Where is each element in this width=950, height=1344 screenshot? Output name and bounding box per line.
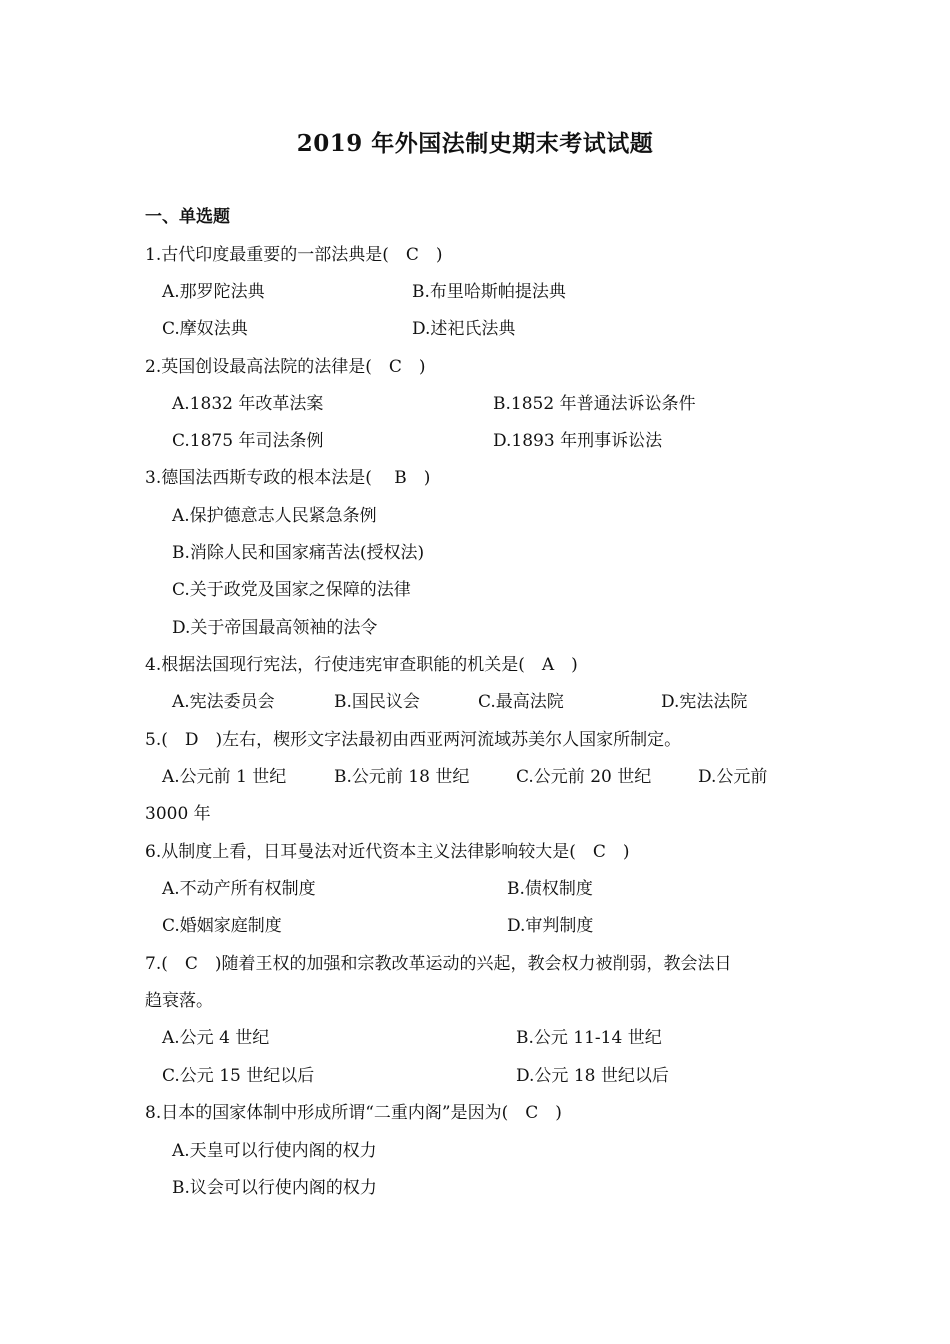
question-stem: 7.( C )随着王权的加强和宗教改革运动的兴起，教会权力被削弱，教会法日 <box>145 954 732 974</box>
option-d: D.公元前 <box>698 767 768 787</box>
option-c: C.公元 15 世纪以后 <box>162 1066 315 1086</box>
option-b: B.议会可以行使内阁的权力 <box>172 1178 377 1198</box>
option-d: D.1893 年刑事诉讼法 <box>493 431 663 451</box>
option-d: D.公元 18 世纪以后 <box>516 1066 669 1086</box>
section-heading: 一、单选题 <box>145 207 230 227</box>
page-title: 2019 年外国法制史期末考试试题 <box>296 130 654 157</box>
question-stem: 5.( D )左右，楔形文字法最初由西亚两河流域苏美尔人国家所制定。 <box>145 730 682 750</box>
question-stem: 4.根据法国现行宪法，行使违宪审查职能的机关是( A ) <box>145 655 578 675</box>
option-b: B.消除人民和国家痛苦法(授权法) <box>172 543 425 563</box>
question-stem: 8.日本的国家体制中形成所谓“二重内阁”是因为( C ) <box>145 1103 562 1123</box>
option-b: B.1852 年普通法诉讼条件 <box>493 394 696 414</box>
option-a: A.那罗陀法典 <box>162 282 265 302</box>
option-c: C.关于政党及国家之保障的法律 <box>172 580 411 600</box>
option-a: A.天皇可以行使内阁的权力 <box>172 1141 377 1161</box>
option-a: A.公元前 1 世纪 <box>162 767 287 787</box>
option-b: B.债权制度 <box>507 879 593 899</box>
question-stem: 2.英国创设最高法院的法律是( C ) <box>145 357 426 377</box>
option-a: A.宪法委员会 <box>172 692 275 712</box>
option-a: A.不动产所有权制度 <box>162 879 316 899</box>
question-stem: 1.古代印度最重要的一部法典是( C ) <box>145 245 443 265</box>
option-a: A.1832 年改革法案 <box>172 394 324 414</box>
option-b: B.布里哈斯帕提法典 <box>412 282 566 302</box>
question-stem: 6.从制度上看，日耳曼法对近代资本主义法律影响较大是( C ) <box>145 842 630 862</box>
option-d: D.关于帝国最高领袖的法令 <box>172 618 378 638</box>
option-b: B.公元 11-14 世纪 <box>516 1028 662 1048</box>
option-c: C.婚姻家庭制度 <box>162 916 282 936</box>
option-c: C.摩奴法典 <box>162 319 248 339</box>
option-c: C.最高法院 <box>478 692 564 712</box>
option-b: B.公元前 18 世纪 <box>334 767 470 787</box>
option-c: C.公元前 20 世纪 <box>516 767 652 787</box>
option-a: A.公元 4 世纪 <box>162 1028 270 1048</box>
question-stem: 3.德国法西斯专政的根本法是( B ) <box>145 468 431 488</box>
option-d: D.述祀氏法典 <box>412 319 516 339</box>
option-c: C.1875 年司法条例 <box>172 431 324 451</box>
option-d: D.宪法法院 <box>661 692 748 712</box>
option-d: D.审判制度 <box>507 916 594 936</box>
option-a: A.保护德意志人民紧急条例 <box>172 506 377 526</box>
option-d-continued: 3000 年 <box>145 804 211 824</box>
question-stem-continued: 趋衰落。 <box>145 991 213 1011</box>
option-b: B.国民议会 <box>334 692 420 712</box>
